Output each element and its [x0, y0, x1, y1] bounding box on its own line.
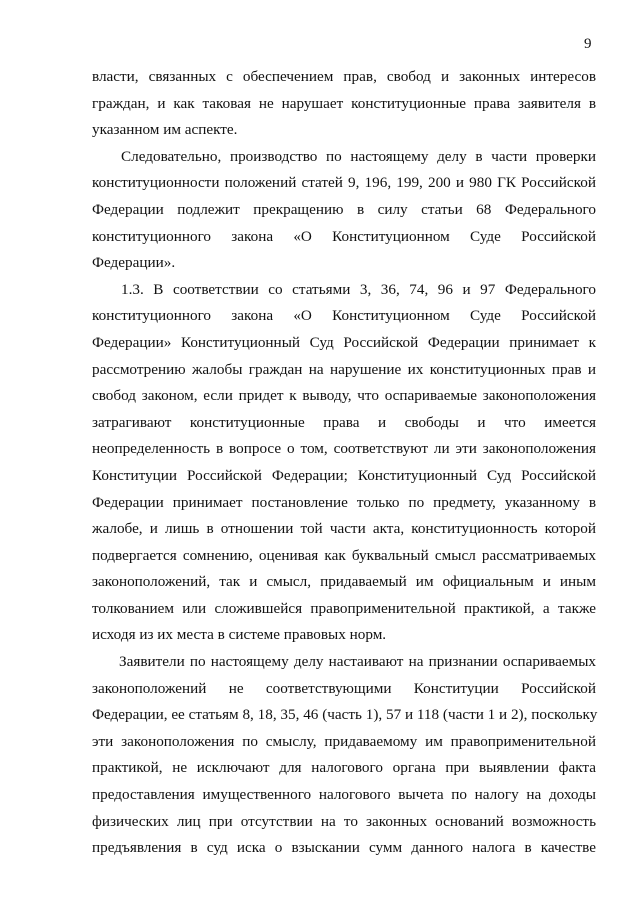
- text-line: указанном им аспекте.: [92, 121, 238, 139]
- text-line: эти законоположения по смыслу, придаваемому им правоприменительной: [92, 732, 596, 750]
- paragraph-4: [92, 649, 596, 862]
- text-line: жалобе, и лишь в отношении той части акта, конституционность которой: [92, 520, 596, 538]
- text-line: конституционности положений статей 9, 196, 199, 200 и 980 ГК Российской: [92, 174, 596, 192]
- paragraph-2: [92, 144, 596, 277]
- text-line: рассмотрению жалобы граждан на нарушение их конституционных прав и: [92, 360, 596, 378]
- text-line: толкованием или сложившейся правоприменительной практикой, а также: [92, 599, 596, 617]
- text-line: неопределенность в вопросе о том, соответствуют ли эти законоположения: [92, 440, 596, 458]
- text-line: конституционного закона «О Конституционном Суде Российской: [92, 227, 596, 245]
- text-line: Федерации принимает постановление только по предмету, указанному в: [92, 493, 596, 511]
- page-number: 9: [584, 36, 592, 52]
- text-line: Федерации, ее статьям 8, 18, 35, 46 (часть 1), 57 и 118 (части 1 и 2), поскольку: [92, 706, 598, 724]
- text-line: затрагивают конституционные права и свободы и что имеется: [92, 413, 596, 431]
- text-line: Федерации» Конституционный Суд Российской Федерации принимает к: [92, 333, 596, 351]
- document-body: [92, 64, 596, 862]
- text-line: Конституции Российской Федерации; Конституционный Суд Российской: [92, 466, 596, 484]
- text-line: 1.3. В соответствии со статьями 3, 36, 74, 96 и 97 Федерального: [121, 280, 596, 298]
- text-line: Следовательно, производство по настоящему делу в части проверки: [121, 147, 596, 165]
- text-line: практикой, не исключают для налогового органа при выявлении факта: [92, 759, 596, 777]
- text-line: подвергается сомнению, оценивая как буквальный смысл рассматриваемых: [92, 546, 596, 564]
- text-line: конституционного закона «О Конституционном Суде Российской: [92, 307, 596, 325]
- text-line: физических лиц при отсутствии на то законных оснований возможность: [92, 812, 596, 830]
- text-line: предоставления имущественного налогового вычета по налогу на доходы: [92, 786, 596, 804]
- text-line: законоположений не соответствующими Конституции Российской: [92, 679, 596, 697]
- text-line: Федерации подлежит прекращению в силу статьи 68 Федерального: [92, 200, 596, 218]
- text-line: предъявления в суд иска о взыскании сумм данного налога в качестве: [92, 839, 596, 857]
- text-line: исходя из их места в системе правовых норм.: [92, 626, 387, 644]
- text-line: законоположений, так и смысл, придаваемый им официальным и иным: [92, 573, 596, 591]
- paragraph-1: [92, 64, 596, 144]
- text-line: Федерации».: [92, 254, 176, 272]
- paragraph-3: [92, 277, 596, 649]
- text-line: граждан, и как таковая не нарушает конституционные права заявителя в: [92, 94, 596, 112]
- text-line: Заявители по настоящему делу настаивают на признании оспариваемых: [119, 653, 596, 671]
- text-line: свобод законом, если придет к выводу, что оспариваемые законоположения: [92, 387, 596, 405]
- text-line: власти, связанных с обеспечением прав, свобод и законных интересов: [92, 68, 596, 85]
